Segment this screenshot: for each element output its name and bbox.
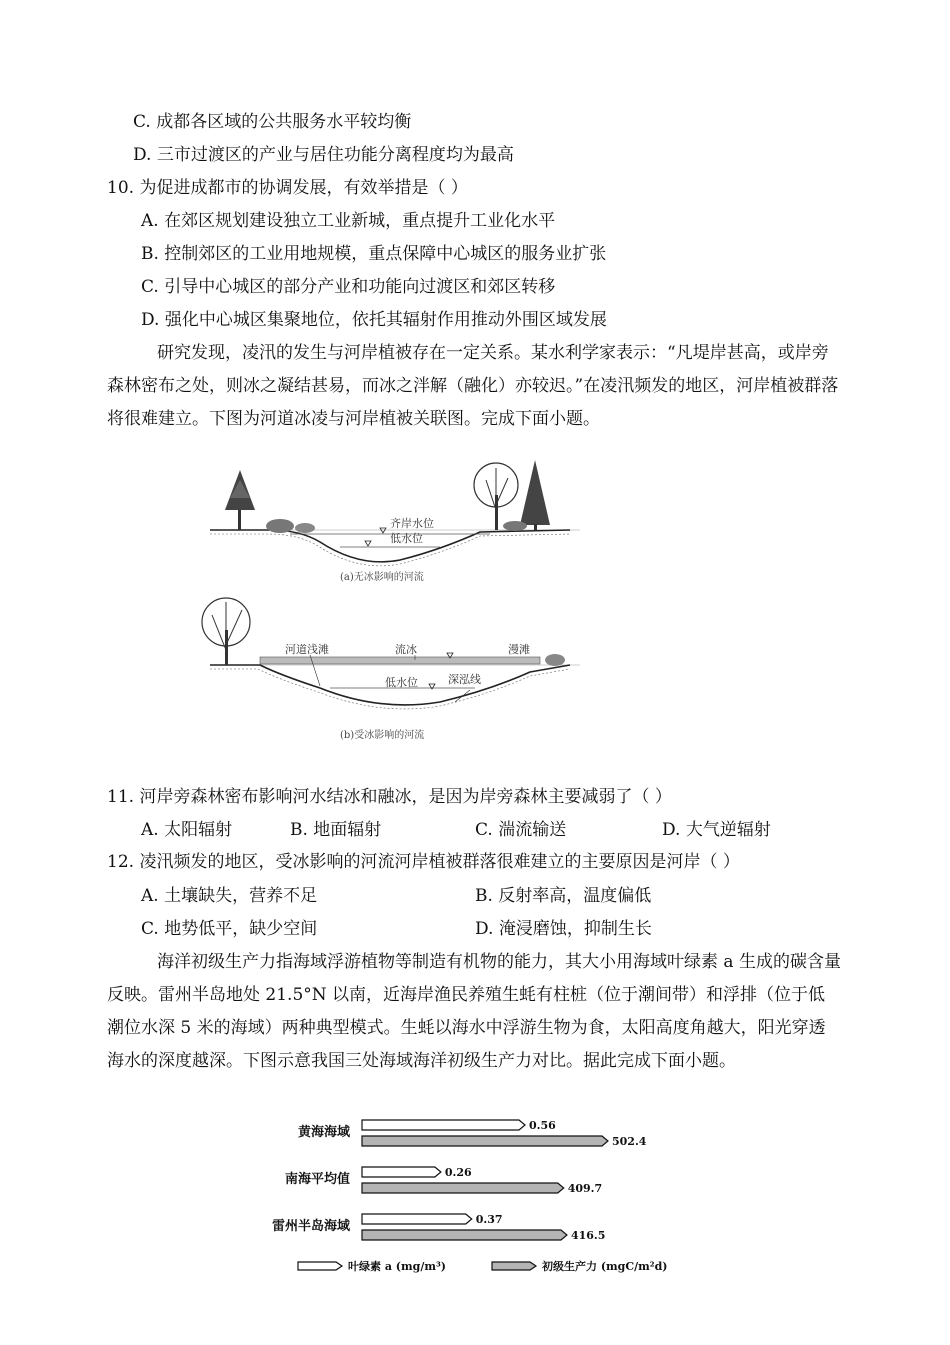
category-label: 南海平均值 (284, 1172, 350, 1187)
chlorophyll-bar (362, 1167, 441, 1177)
q11-option-b: B. 地面辐射 (290, 820, 382, 840)
bar-value-label: 0.26 (444, 1166, 472, 1179)
q9-option-d: D. 三市过渡区的产业与居住功能分离程度均为最高 (133, 145, 514, 165)
tree-icon (202, 598, 250, 665)
label-bank-level: 齐岸水位 (390, 517, 434, 530)
label-thalweg: 深泓线 (448, 673, 481, 686)
label-low-level-b: 低水位 (385, 676, 418, 689)
label-channel-shoal: 河道浅滩 (285, 643, 329, 656)
q10-option-b: B. 控制郊区的工业用地规模，重点保障中心城区的服务业扩张 (141, 244, 607, 264)
productivity-bar (362, 1230, 567, 1240)
q10-option-d: D. 强化中心城区集聚地位，依托其辐射作用推动外围区域发展 (141, 310, 607, 330)
bar-value-label: 416.5 (570, 1229, 606, 1242)
q11-option-c: C. 湍流输送 (475, 820, 567, 840)
q10-option-a: A. 在郊区规划建设独立工业新城，重点提升工业化水平 (141, 211, 556, 231)
shrub-icon (545, 654, 565, 666)
chlorophyll-bar (362, 1214, 472, 1224)
category-label: 黄海海域 (297, 1125, 350, 1140)
caption-b: (b)受冰影响的河流 (340, 730, 425, 741)
productivity-bar (362, 1183, 564, 1193)
label-drift-ice: 流冰 (395, 643, 417, 656)
legend-swatch (298, 1262, 342, 1270)
bar-value-label: 0.37 (475, 1213, 503, 1226)
legend-label: 叶绿素 a (mg/m³) (348, 1260, 447, 1273)
productivity-bar-chart (270, 1110, 680, 1290)
tree-icon (225, 470, 255, 530)
river-ice-figure (190, 450, 590, 750)
q11-option-a: A. 太阳辐射 (141, 820, 233, 840)
chlorophyll-bar (362, 1120, 525, 1130)
q10-stem: 10. 为促进成都市的协调发展，有效举措是（ ） (107, 178, 468, 198)
tree-icon (474, 460, 550, 531)
caption-a: (a)无冰影响的河流 (340, 572, 424, 583)
q11-option-d: D. 大气逆辐射 (662, 820, 771, 840)
category-label: 雷州半岛海域 (271, 1219, 350, 1234)
bar-value-label: 409.7 (567, 1182, 603, 1195)
label-low-level-a: 低水位 (390, 532, 423, 545)
passage-ice-flood: 研究发现，凌汛的发生与河岸植被存在一定关系。某水利学家表示：“凡堤岸甚高，或岸旁森林密布之处，则冰之凝结甚易，而冰之泮解（融化）亦较迟。”在凌汛频发的地区，河岸植被群落将很难建立。下图为河道冰凌与河岸植被关联图。完成下面小题。 (107, 343, 839, 429)
legend-label: 初级生产力 (mgC/m²d) (542, 1260, 668, 1273)
river-a-diagram (210, 460, 580, 583)
q12-option-a: A. 土壤缺失，营养不足 (141, 886, 318, 906)
q9-option-c: C. 成都各区域的公共服务水平较均衡 (133, 112, 412, 132)
legend-swatch (492, 1262, 536, 1270)
bar-value-label: 502.4 (612, 1135, 647, 1148)
river-b-diagram (202, 598, 580, 741)
bar-value-label: 0.56 (529, 1119, 556, 1132)
q12-option-b: B. 反射率高，温度偏低 (475, 886, 652, 906)
q12-option-d: D. 淹浸磨蚀，抑制生长 (475, 919, 652, 939)
q11-stem: 11. 河岸旁森林密布影响河水结冰和融冰，是因为岸旁森林主要减弱了（ ） (107, 787, 672, 807)
label-floodplain: 漫滩 (508, 643, 530, 656)
q10-option-c: C. 引导中心城区的部分产业和功能向过渡区和郊区转移 (141, 277, 556, 297)
productivity-bar (362, 1136, 608, 1146)
q12-option-c: C. 地势低平，缺少空间 (141, 919, 318, 939)
passage-ocean-productivity: 海洋初级生产力指海域浮游植物等制造有机物的能力，其大小用海域叶绿素 a 生成的碳含量反映。雷州半岛地处 21.5°N 以南，近海岸渔民养殖生蚝有柱桩（位于潮间带）和浮排（位于低潮位水深 5 米的海域）两种典型模式。生蚝以海水中浮游生物为食，太阳高度角越大，阳光穿透海水的深度越深。下图示意我国三处海域海洋初级生产力对比。据此完成下面小题。 (107, 952, 841, 1071)
q12-stem: 12. 凌汛频发的地区，受冰影响的河流河岸植被群落很难建立的主要原因是河岸（ ） (107, 852, 740, 872)
